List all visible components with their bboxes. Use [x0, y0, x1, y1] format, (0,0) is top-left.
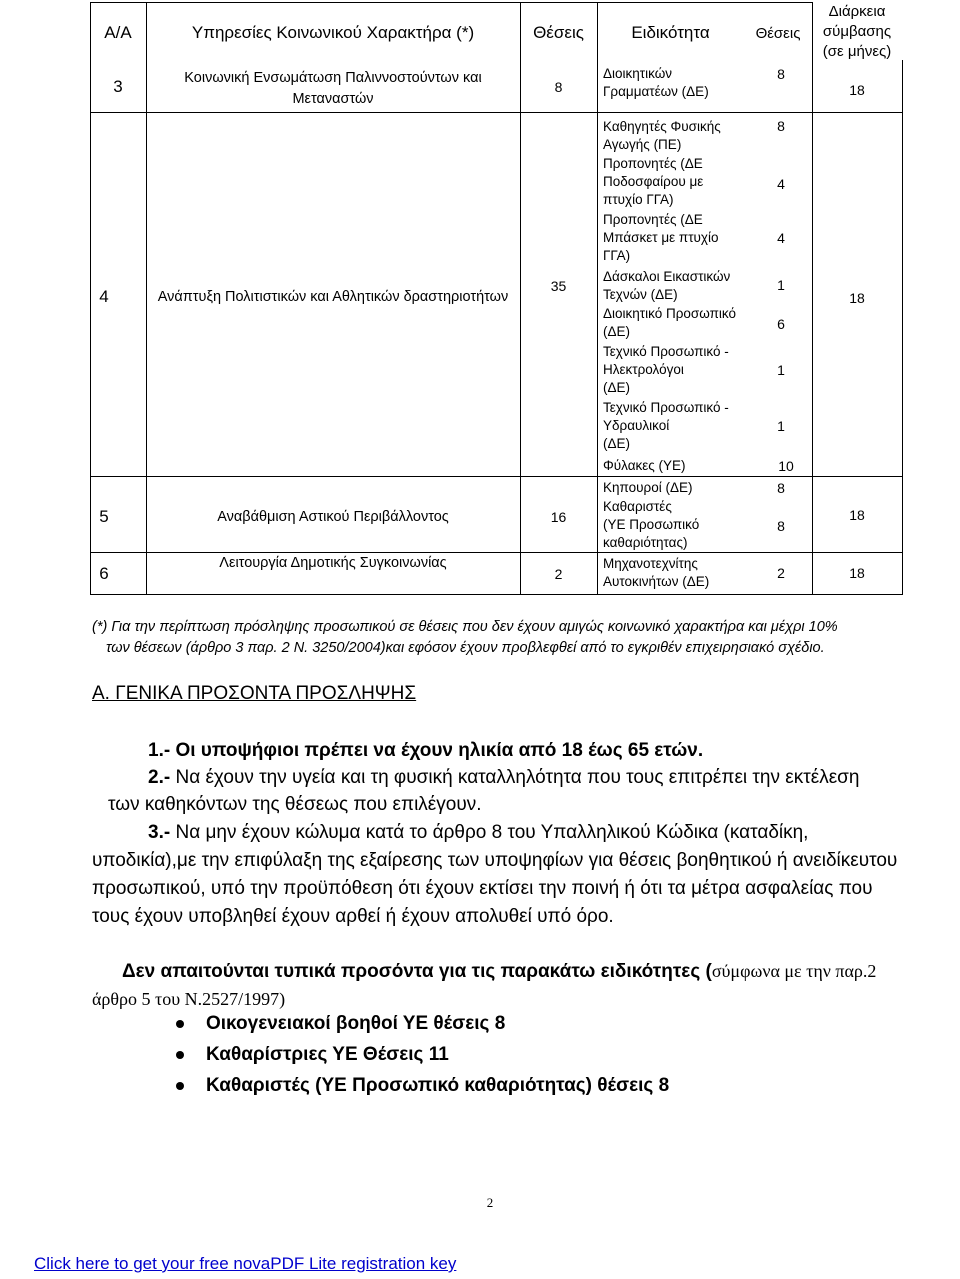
- row5-spec-2-count: 8: [777, 518, 785, 534]
- row4-spec-7: [603, 399, 743, 453]
- row4-spec-2-l1: Προπονητές (ΔΕ: [603, 156, 703, 171]
- header-duration-l2: σύμβασης: [822, 23, 892, 40]
- row6-spec-1: [603, 555, 743, 591]
- list-item-text: Οικογενειακοί βοηθοί ΥΕ θέσεις 8: [206, 1012, 506, 1034]
- row4-spec-6-l2: Ηλεκτρολόγοι: [603, 362, 684, 377]
- row4-spec-6: [603, 343, 743, 397]
- row5-positions: 16: [550, 509, 567, 525]
- header-service: Υπηρεσίες Κοινωνικού Χαρακτήρα (*): [191, 23, 475, 42]
- row5-spec-2: [603, 498, 743, 552]
- row4-spec-6-l1: Τεχνικό Προσωπικό -: [603, 344, 729, 359]
- row4-spec-7-l3: (ΔΕ): [603, 436, 631, 451]
- row4-spec-2: [603, 155, 743, 209]
- row4-spec-6-count: 1: [777, 362, 785, 378]
- row4-spec-2-l2: Ποδοσφαίρου με: [603, 174, 704, 189]
- exempt-note-ref-1: σύμφωνα με την παρ.2: [711, 961, 877, 981]
- list-item-text: Καθαρίστριες ΥΕ Θέσεις 11: [206, 1043, 449, 1065]
- row4-spec-3-l3: ΓΓΑ): [603, 248, 631, 263]
- row5-service: Αναβάθμιση Αστικού Περιβάλλοντος: [217, 509, 449, 525]
- row4-spec-1-l1: Καθηγητές Φυσικής: [603, 119, 721, 134]
- exempt-note-bold: Δεν απαιτούνται τυπικά προσόντα για τις παρακάτω ειδικότητες (: [122, 961, 712, 982]
- row5-spec-2-l3: καθαριότητας): [603, 535, 688, 550]
- row4-spec-6-l3: (ΔΕ): [603, 380, 631, 395]
- row3-spec-1-count: 8: [777, 66, 785, 82]
- row4-service: Ανάπτυξη Πολιτιστικών και Αθλητικών δραστηριοτήτων: [157, 289, 509, 305]
- positions-table: [0, 0, 960, 600]
- header-spec-positions: Θέσεις: [755, 24, 801, 42]
- page-number: 2: [486, 1195, 494, 1210]
- row4-spec-4-l2: Τεχνών (ΔΕ): [603, 287, 678, 302]
- row6-spec-1-count: 2: [777, 565, 785, 581]
- row4-spec-7-l2: Υδραυλικοί: [603, 418, 670, 433]
- row4-spec-5-l1: Διοικητικό Προσωπικό: [603, 306, 736, 321]
- row4-spec-7-count: 1: [777, 418, 785, 434]
- requirement-3-line-2: υποδικία),με την επιφύλαξη της εξαίρεσης των υποψηφίων για θέσεις βοηθητικού ή ανειδίκευτου: [92, 850, 898, 871]
- row5-spec-1-count: 8: [777, 480, 785, 496]
- section-title: Α. ΓΕΝΙΚΑ ΠΡΟΣΟΝΤΑ ΠΡΟΣΛΗΨΗΣ: [92, 683, 417, 704]
- requirement-3-line-1: Να μην έχουν κώλυμα κατά το άρθρο 8 του Υπαλληλικού Κώδικα (καταδίκη,: [170, 822, 809, 843]
- row4-spec-3-l2: Μπάσκετ με πτυχίο: [603, 230, 719, 245]
- requirement-3-line-4: τους έχουν υποβληθεί έχουν αρθεί ή έχουν απολυθεί υπό όρο.: [92, 906, 614, 927]
- header-aa: Α/Α: [104, 23, 132, 42]
- requirement-1: 1.- Οι υποψήφιοι πρέπει να έχουν ηλικία από 18 έως 65 ετών.: [148, 740, 704, 761]
- row6-service: Λειτουργία Δημοτικής Συγκοινωνίας: [219, 555, 447, 571]
- requirement-2-line-1: Να έχουν την υγεία και τη φυσική καταλληλότητα που τους επιτρέπει την εκτέλεση: [170, 767, 860, 788]
- header-specialty: Ειδικότητα: [631, 23, 710, 42]
- row4-spec-8: [603, 457, 743, 475]
- row3-positions: 8: [554, 79, 563, 95]
- row3-service: [146, 68, 520, 110]
- row4-spec-1-l2: Αγωγής (ΠΕ): [603, 137, 682, 152]
- requirement-2-line-2: των καθηκόντων της θέσεως που επιλέγουν.: [108, 794, 482, 815]
- row4-spec-1: [603, 118, 743, 154]
- row6-spec-1-l1: Μηχανοτεχνίτης: [603, 556, 698, 571]
- exempt-note-ref-2: άρθρο 5 του Ν.2527/1997): [92, 989, 286, 1009]
- row3-service-l2: Μεταναστών: [292, 91, 374, 107]
- requirement-3: [148, 818, 808, 847]
- row4-spec-4-l1: Δάσκαλοι Εικαστικών: [603, 269, 731, 284]
- row6-positions: 2: [554, 566, 563, 582]
- row4-spec-3-l1: Προπονητές (ΔΕ: [603, 212, 703, 227]
- bullet-icon: [176, 1082, 184, 1090]
- row3-spec-1-l1: Διοικητικών: [603, 66, 672, 81]
- row4-spec-8-count: 10: [778, 458, 794, 474]
- row6-duration: 18: [849, 565, 865, 581]
- list-item: [176, 1070, 669, 1101]
- row4-spec-1-count: 8: [777, 118, 785, 134]
- header-duration-l3: (σε μήνες): [822, 43, 892, 60]
- row4-spec-7-l1: Τεχνικό Προσωπικό -: [603, 400, 729, 415]
- row5-spec-1-l1: Κηπουροί (ΔΕ): [603, 480, 693, 495]
- bullet-icon: [176, 1020, 184, 1028]
- row4-spec-5: [603, 305, 743, 341]
- list-item-text: Καθαριστές (ΥΕ Προσωπικό καθαριότητας) θέσεις 8: [206, 1074, 670, 1096]
- requirement-3-line-3: προσωπικού, υπό την προϋπόθεση ότι έχουν εκτίσει την ποινή ή ότι τα μέτρα ασφαλείας που: [92, 878, 873, 899]
- footnote-line-1: (*) Για την περίπτωση πρόσληψης προσωπικού σε θέσεις που δεν έχουν αμιγώς κοινωνικό χαρακτήρα και μέχρι 10%: [92, 619, 838, 635]
- row3-service-l1: Κοινωνική Ενσωμάτωση Παλιννοστούντων και: [184, 70, 482, 86]
- row3-spec-1: [603, 65, 743, 101]
- requirement-2-number: 2.-: [148, 767, 171, 788]
- row4-spec-2-l3: πτυχίο ΓΓΑ): [603, 192, 674, 207]
- row5-spec-1: [603, 479, 743, 497]
- row3-duration: 18: [849, 82, 865, 98]
- list-item: [176, 1039, 669, 1070]
- row4-aa: 4: [99, 287, 109, 306]
- row4-spec-3-count: 4: [777, 230, 785, 246]
- row4-positions: 35: [550, 278, 567, 294]
- header-positions: Θέσεις: [533, 23, 584, 42]
- bullet-icon: [176, 1051, 184, 1059]
- row3-spec-1-l2: Γραμματέων (ΔΕ): [603, 84, 709, 99]
- header-duration: [812, 2, 902, 62]
- requirement-2: [148, 763, 859, 792]
- row4-duration: 18: [849, 290, 865, 306]
- row4-spec-5-count: 6: [777, 316, 785, 332]
- list-item: [176, 1008, 669, 1039]
- row5-spec-2-l2: (ΥΕ Προσωπικό: [603, 517, 700, 532]
- header-duration-l1: Διάρκεια: [828, 3, 886, 20]
- row4-spec-5-l2: (ΔΕ): [603, 324, 631, 339]
- row5-spec-2-l1: Καθαριστές: [603, 499, 672, 514]
- row3-aa: 3: [113, 77, 123, 96]
- requirement-3-number: 3.-: [148, 822, 171, 843]
- row4-spec-3: [603, 211, 743, 265]
- row4-spec-2-count: 4: [777, 176, 785, 192]
- row5-duration: 18: [849, 507, 865, 523]
- exempt-list: [176, 1008, 669, 1101]
- exempt-note: [122, 957, 876, 986]
- footnote-line-2: των θέσεων (άρθρο 3 παρ. 2 Ν. 3250/2004)και εφόσον έχουν προβλεφθεί από το εγκριθέν επιχειρησιακό σχέδιο.: [106, 640, 825, 656]
- row4-spec-8-l1: Φύλακες (ΥΕ): [603, 458, 686, 473]
- row6-spec-1-l2: Αυτοκινήτων (ΔΕ): [603, 574, 710, 589]
- row4-spec-4: [603, 268, 743, 304]
- row4-spec-4-count: 1: [777, 277, 785, 293]
- row5-aa: 5: [99, 507, 109, 526]
- registration-link[interactable]: Click here to get your free novaPDF Lite registration key: [34, 1254, 457, 1273]
- row6-aa: 6: [99, 564, 109, 583]
- table-footnote: [92, 617, 892, 659]
